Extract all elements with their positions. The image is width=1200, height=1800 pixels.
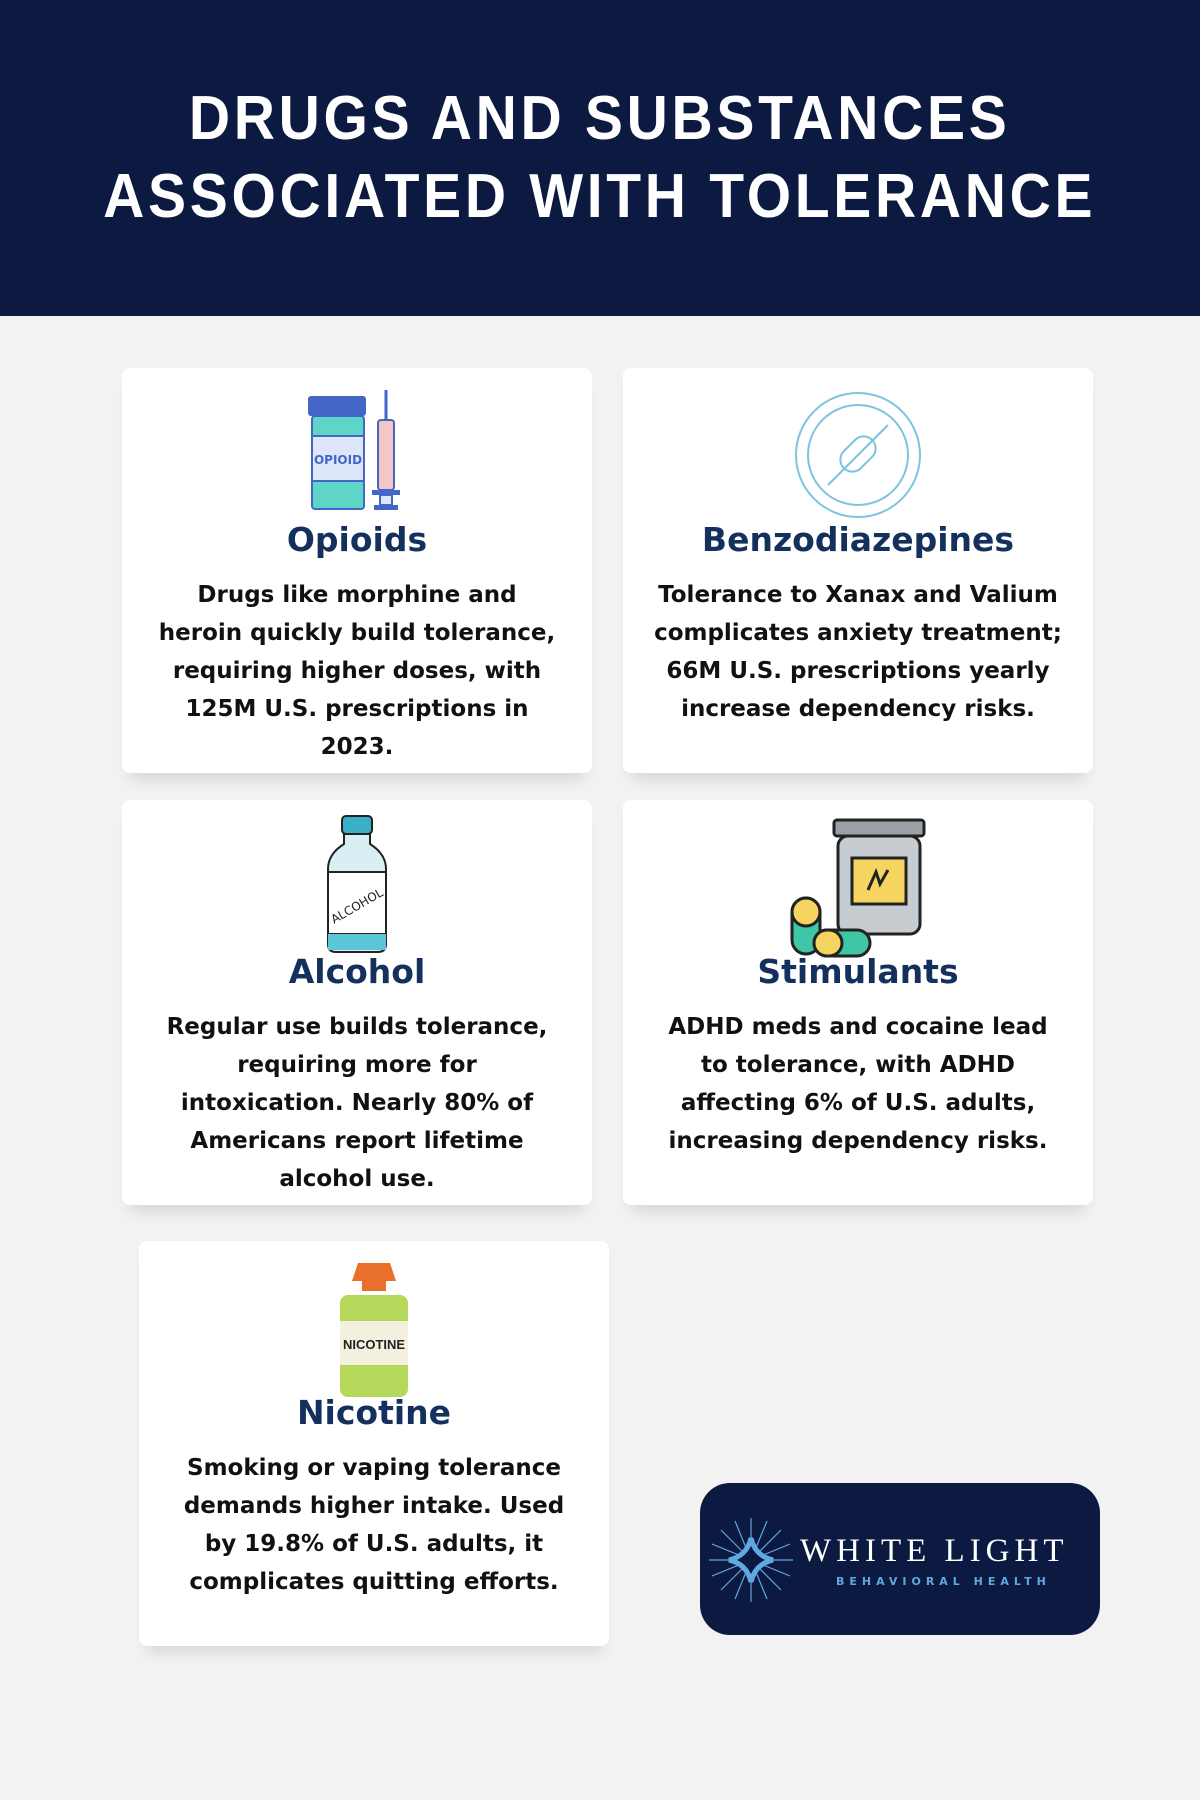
alcohol-bottle-icon — [122, 814, 592, 954]
card-title: Opioids — [286, 520, 428, 559]
card-text: ADHD meds and cocaine lead to tolerance, with ADHD affecting 6% of U.S. adults, increasing dependency risks. — [668, 1014, 1048, 1154]
card-stimulants — [623, 800, 1093, 1205]
pill-jar-capsules-icon — [623, 818, 1093, 958]
card-opioids — [122, 368, 592, 773]
logo-name: WHITE LIGHT — [800, 1533, 1069, 1569]
card-text: Tolerance to Xanax and Valium complicates anxiety treatment; 66M U.S. prescriptions yearly increase dependency risks. — [654, 582, 1062, 722]
opioid-bottle-syringe-icon — [122, 390, 592, 515]
card-title: Alcohol — [288, 952, 426, 991]
title-line-1: DRUGS AND SUBSTANCES — [189, 84, 1011, 153]
alcohol-label: ALCOHOL — [328, 885, 386, 927]
header-banner — [0, 0, 1200, 316]
nicotine-label: NICOTINE — [342, 1337, 406, 1352]
card-text: Regular use builds tolerance, requiring more for intoxication. Nearly 80% of Americans report lifetime alcohol use. — [166, 1014, 548, 1192]
white-light-logo — [700, 1483, 1100, 1635]
starburst-icon — [706, 1515, 796, 1605]
card-text: Drugs like morphine and heroin quickly build tolerance, requiring higher doses, with 125M U.S. prescriptions in 2023. — [158, 582, 556, 760]
card-title: Nicotine — [296, 1393, 452, 1432]
card-title: Stimulants — [757, 952, 959, 991]
card-title: Benzodiazepines — [701, 520, 1015, 559]
card-nicotine — [139, 1241, 609, 1646]
card-text: Smoking or vaping tolerance demands higher intake. Used by 19.8% of U.S. adults, it complicates quitting efforts. — [183, 1455, 565, 1595]
page-title — [103, 80, 1096, 236]
prohibited-pill-icon — [623, 390, 1093, 515]
card-benzodiazepines — [623, 368, 1093, 773]
card-alcohol — [122, 800, 592, 1205]
logo-tagline: BEHAVIORAL HEALTH — [836, 1575, 1051, 1588]
nicotine-bottle-icon — [139, 1261, 609, 1401]
title-line-2: ASSOCIATED WITH TOLERANCE — [103, 162, 1097, 231]
opioid-label: OPIOID — [313, 453, 363, 467]
